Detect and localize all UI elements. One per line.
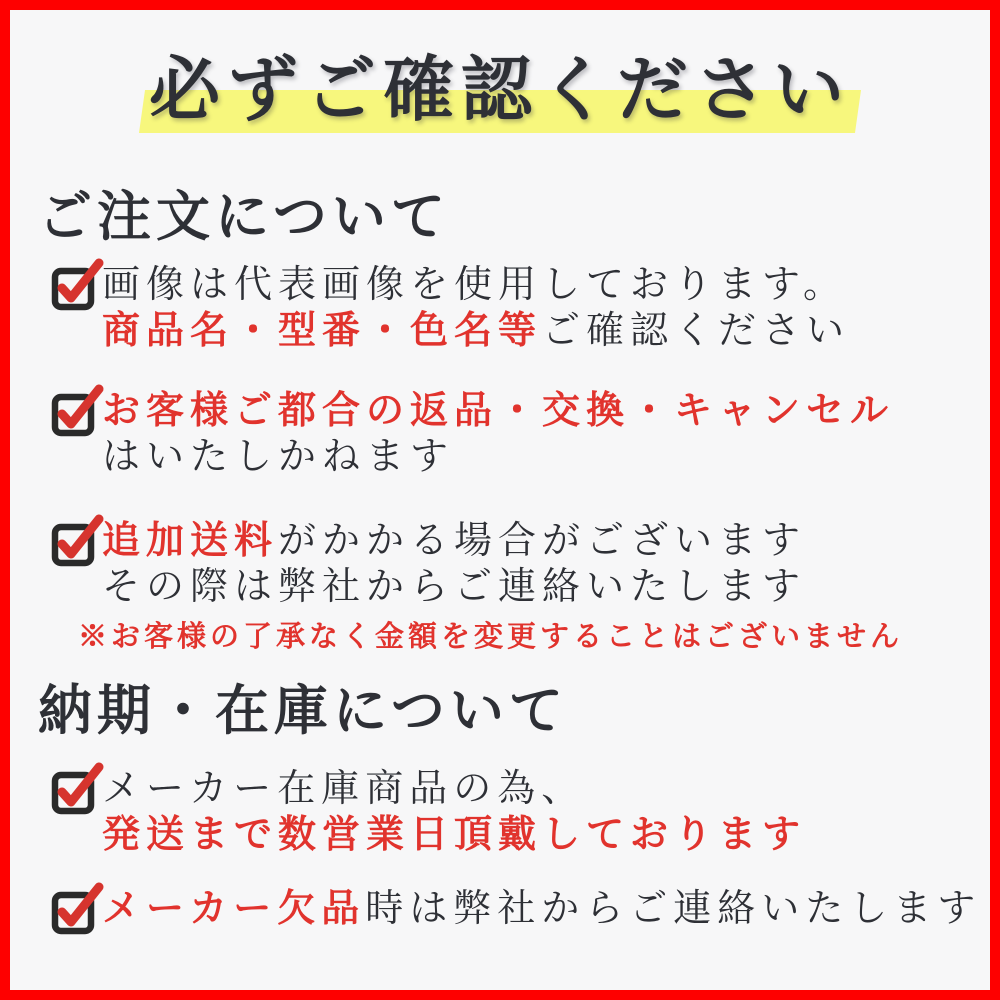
checkbox-checked-icon bbox=[50, 515, 96, 565]
item-text-segment: 追加送料 bbox=[102, 520, 279, 562]
item-text bbox=[102, 388, 894, 480]
item-text-segment: お客様ご都合の返品・交換・キャンセル bbox=[102, 390, 895, 432]
checklist-item bbox=[50, 388, 894, 480]
section-heading-stock: 納期・在庫について bbox=[38, 681, 568, 741]
item-text bbox=[102, 886, 981, 932]
item-text-segment: メーカー欠品 bbox=[102, 888, 366, 930]
section-heading-orders: ご注文について bbox=[38, 187, 450, 247]
page-title: 必ずご確認ください bbox=[148, 52, 851, 130]
item-line bbox=[102, 434, 894, 480]
item-text bbox=[102, 766, 806, 858]
item-text-segment: その際は弊社からご連絡いたします bbox=[102, 566, 807, 608]
item-text-segment: 商品名・型番・色名等 bbox=[102, 310, 543, 352]
item-text-segment: 発送まで数営業日頂戴しております bbox=[102, 814, 807, 856]
item-text-segment: ご確認ください bbox=[542, 310, 851, 352]
checkbox-checked-icon bbox=[50, 883, 96, 933]
checklist-item bbox=[50, 886, 981, 933]
item-text-segment: メーカー在庫商品の為、 bbox=[102, 768, 586, 810]
item-line bbox=[102, 308, 850, 354]
checkbox-checked-icon bbox=[50, 763, 96, 813]
item-text bbox=[102, 262, 850, 354]
item-line bbox=[102, 262, 850, 308]
item-line bbox=[102, 812, 806, 858]
checklist-item bbox=[50, 518, 903, 654]
item-text-segment: 時は弊社からご連絡いたします bbox=[365, 888, 982, 930]
item-text-segment: がかかる場合がございます bbox=[278, 520, 807, 562]
item-text-segment: はいたしかねます bbox=[102, 436, 455, 478]
item-note: ※お客様の了承なく金額を変更することはございません bbox=[78, 621, 904, 653]
item-text-segment: 画像は代表画像を使用しております。 bbox=[102, 264, 847, 306]
title-block bbox=[10, 44, 990, 140]
checkbox-checked-icon bbox=[50, 385, 96, 435]
item-line bbox=[102, 388, 894, 434]
checklist-item bbox=[50, 766, 806, 858]
checklist-item bbox=[50, 262, 850, 354]
item-line bbox=[102, 766, 806, 812]
item-line bbox=[102, 886, 981, 932]
item-line bbox=[102, 518, 903, 564]
item-line bbox=[102, 564, 903, 610]
checkbox-checked-icon bbox=[50, 259, 96, 309]
item-text bbox=[78, 518, 904, 654]
